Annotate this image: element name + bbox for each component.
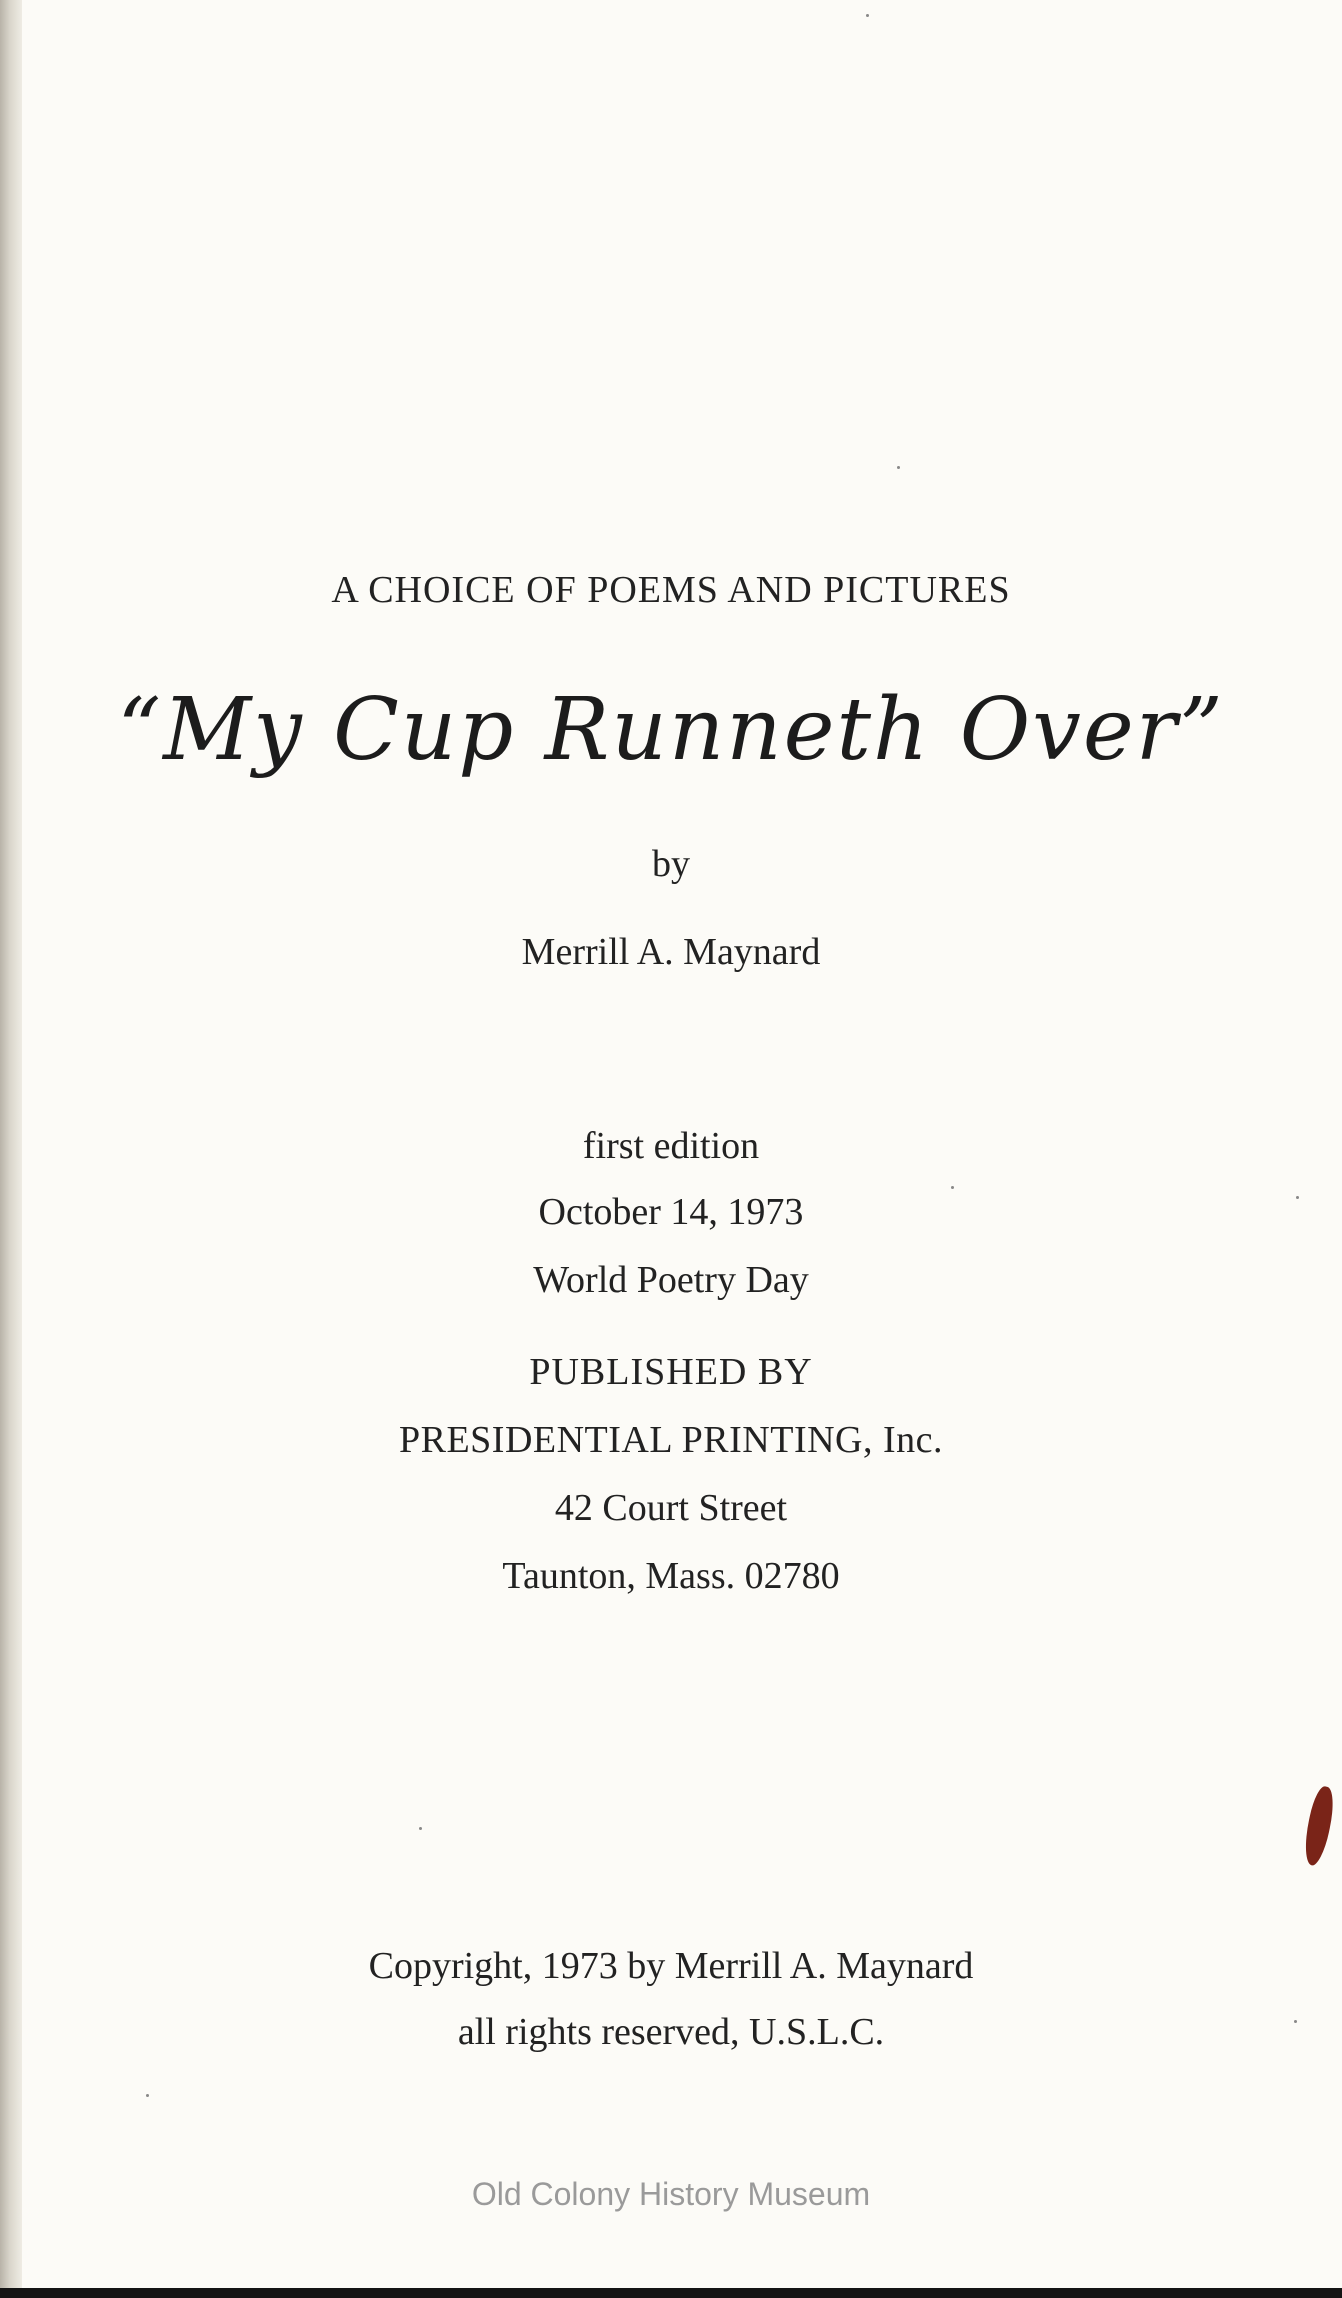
paper-stain [1300,1785,1338,1868]
paper-speck [146,2094,149,2097]
paper-speck [897,466,900,469]
paper-speck [1294,2020,1297,2023]
paper-speck [866,14,869,17]
copyright-notice: Copyright, 1973 by Merrill A. Maynard [368,1945,974,1987]
page-bottom-edge [0,2288,1342,2298]
publisher-street: 42 Court Street [554,1487,788,1529]
publisher-city: Taunton, Mass. 02780 [502,1555,840,1597]
paper-speck [951,1186,954,1189]
byline-label: by [652,843,690,885]
book-title: “My Cup Runneth Over” [117,680,1225,780]
paper-speck [1296,1196,1299,1199]
edition-occasion: World Poetry Day [533,1259,809,1301]
museum-watermark: Old Colony History Museum [471,2176,871,2212]
author-name: Merrill A. Maynard [521,931,821,973]
paper-speck [419,1827,422,1830]
rights-notice: all rights reserved, U.S.L.C. [457,2011,885,2053]
published-by-label: PUBLISHED BY [529,1351,813,1393]
edition-date: October 14, 1973 [538,1191,804,1233]
edition-label: first edition [582,1125,760,1167]
publisher-name: PRESIDENTIAL PRINTING, Inc. [398,1419,944,1461]
book-subtitle: A CHOICE OF POEMS AND PICTURES [331,569,1011,611]
